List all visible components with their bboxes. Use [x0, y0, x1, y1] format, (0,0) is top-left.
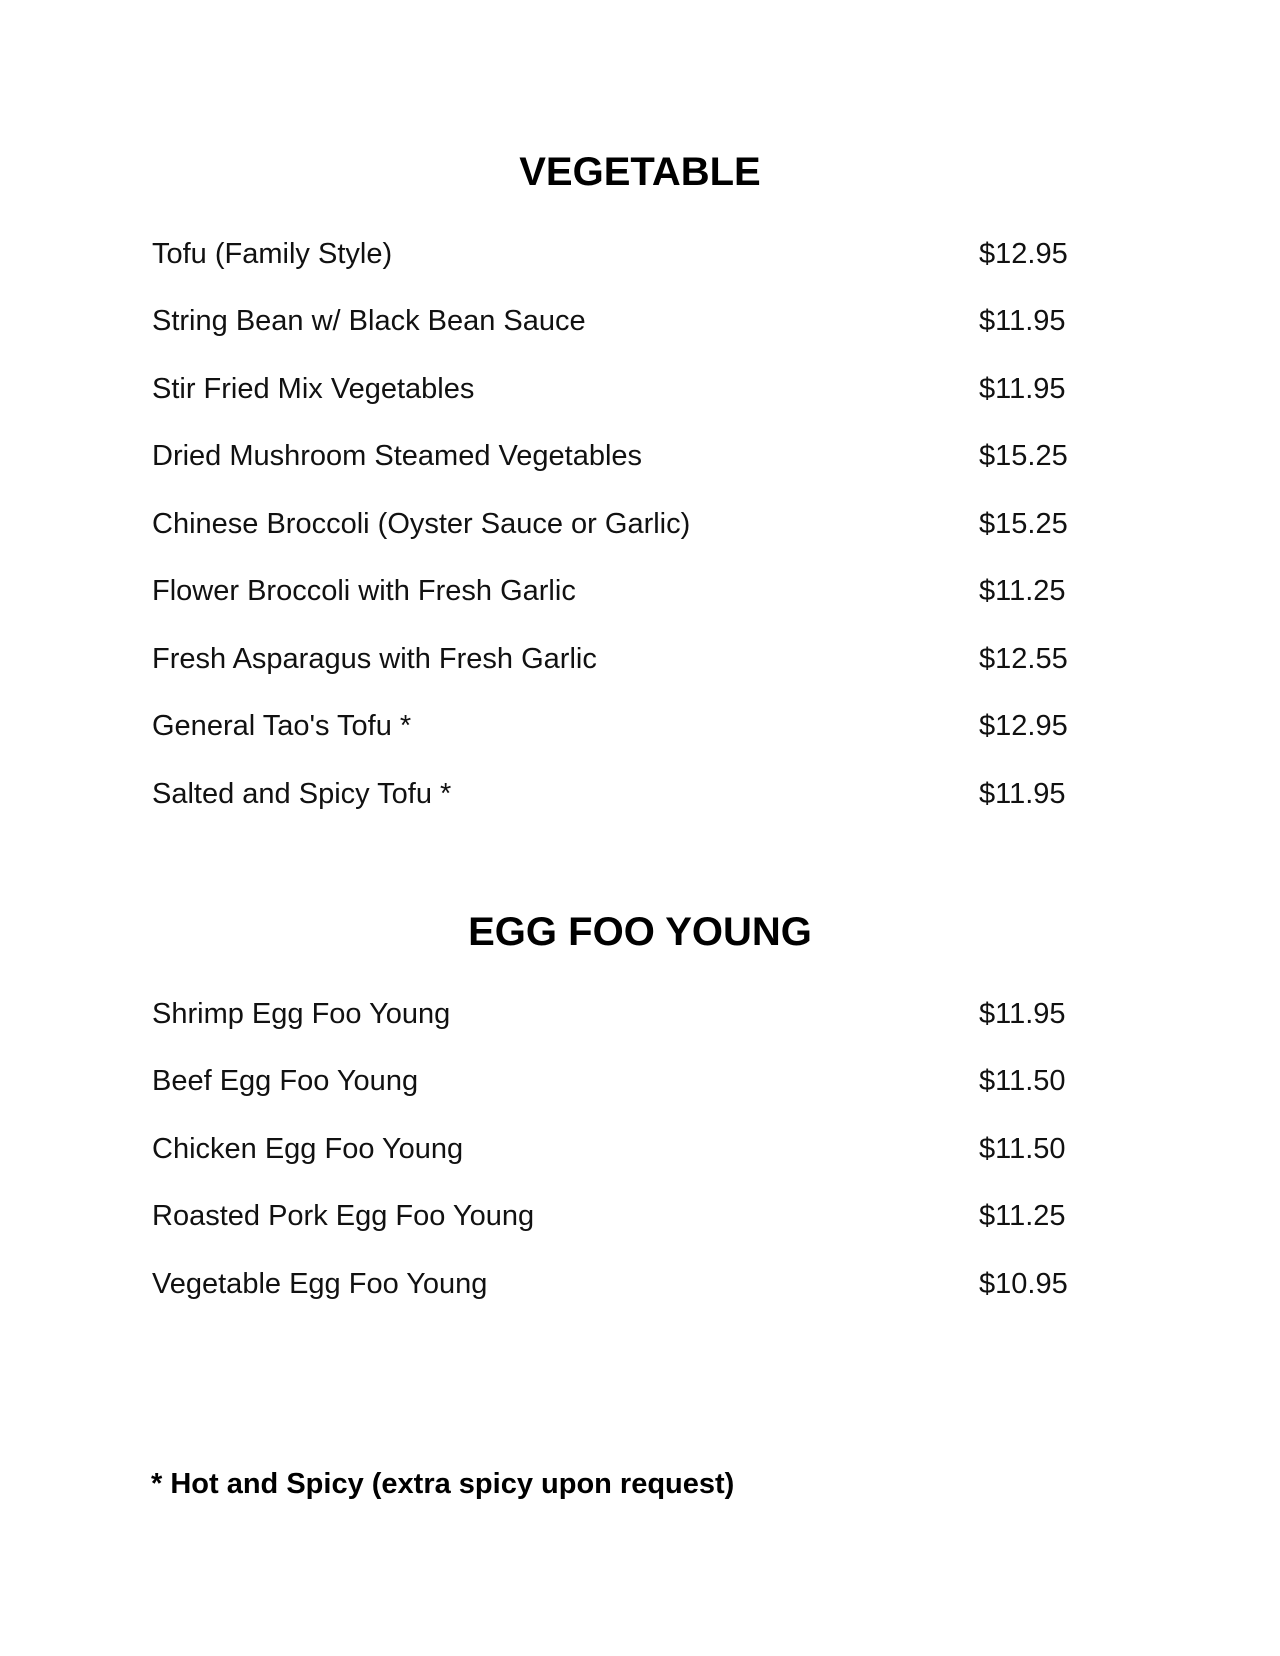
- item-name: General Tao's Tofu *: [152, 710, 412, 742]
- item-name: Flower Broccoli with Fresh Garlic: [152, 575, 576, 607]
- menu-item: [152, 1131, 1067, 1167]
- item-price: $11.95: [979, 373, 1066, 405]
- menu-item: [152, 303, 1067, 339]
- menu-item: [152, 506, 1067, 542]
- menu-item: [152, 371, 1067, 407]
- item-price: $10.95: [979, 1268, 1068, 1300]
- item-name: Chicken Egg Foo Young: [152, 1133, 464, 1165]
- menu-item: [152, 573, 1067, 609]
- spicy-footnote: * Hot and Spicy (extra spicy upon request): [151, 1468, 735, 1500]
- item-name: Roasted Pork Egg Foo Young: [152, 1200, 535, 1232]
- menu-item: [152, 708, 1067, 744]
- item-name: Beef Egg Foo Young: [152, 1065, 419, 1097]
- item-name: Vegetable Egg Foo Young: [152, 1268, 488, 1300]
- menu-item: [152, 236, 1067, 272]
- item-price: $11.95: [979, 998, 1066, 1030]
- item-name: Shrimp Egg Foo Young: [152, 998, 451, 1030]
- item-name: String Bean w/ Black Bean Sauce: [152, 305, 586, 337]
- item-price: $11.50: [979, 1133, 1066, 1165]
- menu-item: [152, 1266, 1067, 1302]
- section-title-egg-foo-young: EGG FOO YOUNG: [468, 910, 812, 954]
- item-price: $11.95: [979, 778, 1066, 810]
- item-name: Fresh Asparagus with Fresh Garlic: [152, 643, 597, 675]
- section-title-vegetable: VEGETABLE: [519, 150, 761, 194]
- item-price: $11.25: [979, 575, 1066, 607]
- item-name: Salted and Spicy Tofu *: [152, 778, 452, 810]
- menu-item: [152, 438, 1067, 474]
- menu-item: [152, 1198, 1067, 1234]
- menu-item: [152, 1063, 1067, 1099]
- item-price: $15.25: [979, 440, 1068, 472]
- item-name: Dried Mushroom Steamed Vegetables: [152, 440, 643, 472]
- item-price: $12.95: [979, 238, 1068, 270]
- item-price: $12.55: [979, 643, 1068, 675]
- item-price: $15.25: [979, 508, 1068, 540]
- item-name: Tofu (Family Style): [152, 238, 393, 270]
- item-price: $11.50: [979, 1065, 1066, 1097]
- item-name: Chinese Broccoli (Oyster Sauce or Garlic): [152, 508, 691, 540]
- item-price: $12.95: [979, 710, 1068, 742]
- menu-item: [152, 776, 1067, 812]
- item-price: $11.95: [979, 305, 1066, 337]
- item-name: Stir Fried Mix Vegetables: [152, 373, 475, 405]
- item-price: $11.25: [979, 1200, 1066, 1232]
- menu-item: [152, 996, 1067, 1032]
- menu-item: [152, 641, 1067, 677]
